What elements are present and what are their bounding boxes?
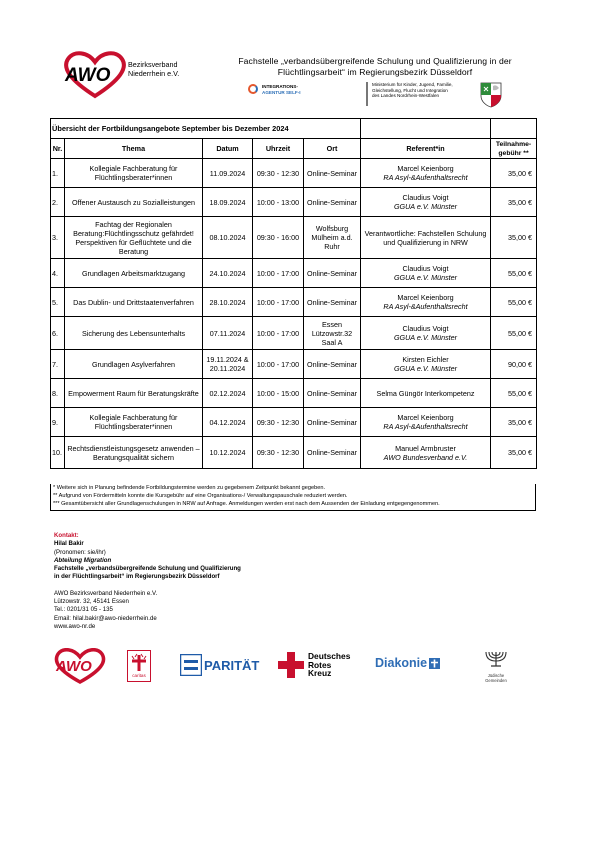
diakonie-cross-icon — [429, 658, 440, 669]
integration-agency-logo — [262, 84, 301, 96]
cell-referent — [361, 350, 491, 379]
cell-gebuehr: 55,00 € — [491, 259, 537, 288]
page-title — [210, 56, 540, 78]
awo-footer-text: AWO — [56, 658, 92, 675]
cell-datum: 11.09.2024 — [203, 159, 253, 188]
red-cross-icon — [278, 652, 304, 678]
contact-department: Abteilung Migration — [54, 556, 112, 564]
cell-ort: Online-Seminar — [304, 437, 361, 469]
title-line: Fachstelle „verbandsübergreifende Schulung und Qualifizierung in der — [238, 56, 512, 66]
contact-unit: in der Flüchtlingsarbeit“ im Regierungsbezirk Düsseldorf — [54, 573, 220, 581]
referent-name: Manuel Armbruster — [395, 443, 456, 453]
cell-uhrzeit: 09:30 - 12:30 — [253, 437, 304, 469]
cell-gebuehr: 90,00 € — [491, 350, 537, 379]
cell-referent — [361, 437, 491, 469]
ministry-line: des Landes Nordrhein-Westfalen — [372, 93, 440, 99]
cell-uhrzeit: 10:00 - 17:00 — [253, 288, 304, 317]
referent-org: AWO Bundesverband e.V. — [383, 452, 468, 462]
cell-gebuehr: 55,00 € — [491, 317, 537, 350]
cell-thema: Grundlagen Asylverfahren — [65, 350, 203, 379]
referent-org: RA Asyl-&Aufenthaltsrecht — [383, 422, 468, 431]
cell-uhrzeit: 10:00 - 17:00 — [253, 259, 304, 288]
cell-uhrzeit: 10:00 - 13:00 — [253, 188, 304, 217]
referent-name: Claudius Voigt — [402, 324, 449, 333]
drk-line: Deutsches — [308, 651, 351, 662]
ministry-line: Ministerium für Kinder, Jugend, Familie, — [372, 82, 453, 87]
cell-datum: 08.10.2024 — [203, 217, 253, 259]
contact-web-link[interactable]: www.awo-nr.de — [54, 622, 96, 630]
juedische-gemeinden-logo — [478, 648, 514, 683]
awo-logo — [60, 50, 130, 100]
cell-datum: 10.12.2024 — [203, 437, 253, 469]
table-row — [51, 379, 537, 408]
column-header-ort: Ort — [304, 139, 361, 159]
table-caption-row — [51, 119, 537, 139]
cell-thema: Empowerment Raum für Beratungskräfte — [65, 379, 203, 408]
table-row — [51, 317, 537, 350]
cell-nr: 3. — [51, 217, 65, 259]
cell-referent — [361, 259, 491, 288]
table-row — [51, 437, 537, 469]
contact-unit: Fachstelle „verbandsübergreifende Schulung und Qualifizierung — [54, 565, 241, 573]
cell-datum: 07.11.2024 — [203, 317, 253, 350]
empty-cell — [361, 119, 491, 139]
awo-logo-text: AWO — [65, 65, 111, 86]
cell-ort: Online-Seminar — [304, 379, 361, 408]
cell-thema: Offener Austausch zu Sozialleistungen — [65, 188, 203, 217]
cell-thema: Fachtag der Regionalen Beratung:Flüchtlingsschutz gefährdet! Perspektiven für Geflüchtete und die Beratung — [65, 217, 203, 259]
footnote: * Weitere sich in Planung befindende Fortbildungstermine werden zu gegebenem Zeitpunkt bekannt gegeben. — [53, 485, 325, 491]
cell-gebuehr: 35,00 € — [491, 188, 537, 217]
column-header-uhrzeit: Uhrzeit — [253, 139, 304, 159]
empty-cell — [491, 119, 537, 139]
referent-name: Marcel Keienborg — [397, 293, 454, 302]
cell-referent — [361, 159, 491, 188]
column-header-nr: Nr. — [51, 139, 65, 159]
contact-address: Lützowstr. 32, 45141 Essen — [54, 598, 129, 606]
table-row — [51, 408, 537, 437]
integration-logo-line: AGENTUR SELF-I — [262, 90, 301, 95]
diakonie-label: Diakonie — [375, 656, 428, 670]
referent-org: GGUA e.V. Münster — [393, 202, 458, 211]
ministry-line: Gleichstellung, Flucht und Integration — [372, 87, 448, 93]
cell-referent — [361, 408, 491, 437]
cell-nr: 10. — [51, 437, 65, 469]
column-header-datum: Datum — [203, 139, 253, 159]
referent-name: Marcel Keienborg — [397, 164, 454, 173]
cell-gebuehr: 35,00 € — [491, 437, 537, 469]
footnote: *** Gesamtübersicht aller Grundlagenschulungen in NRW auf Anfrage. Anmeldungen werden erst nach dem Aussenden der Einladung entgegengenommen. — [53, 501, 440, 508]
referent-org: GGUA e.V. Münster — [393, 273, 458, 282]
cell-uhrzeit: 09:30 - 12:30 — [253, 159, 304, 188]
cell-nr: 2. — [51, 188, 65, 217]
referent-name: Marcel Keienborg — [397, 413, 454, 422]
cell-ort: Online-Seminar — [304, 188, 361, 217]
cell-thema: Das Dublin- und Drittstaatenverfahren — [65, 288, 203, 317]
cell-referent — [361, 188, 491, 217]
referent-org: RA Asyl-&Aufenthaltsrecht — [383, 302, 468, 311]
cell-ort: Online-Seminar — [304, 259, 361, 288]
paritaet-logo — [180, 654, 259, 676]
cell-datum: 28.10.2024 — [203, 288, 253, 317]
cell-gebuehr: 35,00 € — [491, 159, 537, 188]
cell-nr: 4. — [51, 259, 65, 288]
cell-referent — [361, 217, 491, 259]
cell-nr: 1. — [51, 159, 65, 188]
column-header-gebuehr: Teilnahme-gebühr ** — [491, 139, 537, 159]
drk-line: Rotes — [308, 659, 332, 670]
cell-thema: Kollegiale Fachberatung für Flüchtlingsberater*innen — [65, 408, 203, 437]
cell-ort: Online-Seminar — [304, 350, 361, 379]
cell-thema: Grundlagen Arbeitsmarktzugang — [65, 259, 203, 288]
referent-name: Claudius Voigt — [402, 193, 449, 202]
table-row — [51, 159, 537, 188]
cell-datum: 24.10.2024 — [203, 259, 253, 288]
cell-datum: 18.09.2024 — [203, 188, 253, 217]
diakonie-logo — [375, 656, 440, 670]
cell-gebuehr: 35,00 € — [491, 408, 537, 437]
caritas-flame-icon — [128, 653, 150, 673]
cell-uhrzeit: 09:30 - 16:00 — [253, 217, 304, 259]
integration-logo-line: INTEGRATIONS- — [262, 84, 298, 89]
cell-referent — [361, 379, 491, 408]
referent-org: RA Asyl-&Aufenthaltsrecht — [383, 173, 468, 182]
cell-datum: 02.12.2024 — [203, 379, 253, 408]
table-header-row — [51, 139, 537, 159]
caritas-logo — [127, 650, 151, 682]
contact-name: Hilal Bakir — [54, 540, 84, 548]
column-header-referent: Referent*in — [361, 139, 491, 159]
awo-subtitle-line: Niederrhein e.V. — [128, 69, 180, 78]
referent-name: Verantwortliche: Fachstellen Schulung und Qualifizierung in NRW — [364, 228, 487, 247]
cell-nr: 6. — [51, 317, 65, 350]
title-line: Flüchtlingsarbeit“ im Regierungsbezirk Düsseldorf — [277, 67, 473, 77]
cell-referent — [361, 317, 491, 350]
table-row — [51, 217, 537, 259]
paritaet-equals-icon — [180, 654, 202, 676]
cell-gebuehr: 55,00 € — [491, 288, 537, 317]
contact-block — [54, 532, 241, 631]
judische-line: Gemeinden — [485, 678, 507, 683]
cell-ort: Online-Seminar — [304, 408, 361, 437]
awo-footer-logo — [52, 648, 108, 684]
awo-logo-subtitle — [128, 60, 179, 78]
cell-ort: Online-Seminar — [304, 159, 361, 188]
contact-org: AWO Bezirksverband Niederrhein e.V. — [54, 589, 158, 597]
drk-line: Kreuz — [308, 668, 332, 679]
referent-org: GGUA e.V. Münster — [393, 333, 458, 342]
cell-nr: 7. — [51, 350, 65, 379]
drk-logo — [278, 652, 350, 678]
column-header-thema: Thema — [65, 139, 203, 159]
footnotes — [50, 484, 536, 511]
nrw-crest-icon — [480, 82, 502, 108]
schedule-table — [50, 118, 537, 469]
footnote: ** Aufgrund von Fördermitteln konnte die Kursgebühr auf eine Organisations-/ Verwaltungspauschale reduziert werden. — [53, 493, 348, 500]
referent-name: Selma Güngör Interkompetenz — [376, 388, 475, 398]
cell-thema: Sicherung des Lebensunterhalts — [65, 317, 203, 350]
cell-gebuehr: 55,00 € — [491, 379, 537, 408]
contact-heading: Kontakt: — [54, 532, 79, 539]
referent-name: Claudius Voigt — [402, 264, 449, 273]
awo-subtitle-line: Bezirksverband — [128, 60, 178, 69]
referent-org: GGUA e.V. Münster — [393, 364, 458, 373]
table-row — [51, 188, 537, 217]
cell-thema: Kollegiale Fachberatung für Flüchtlingsberater*innen — [65, 159, 203, 188]
cell-nr: 5. — [51, 288, 65, 317]
referent-name: Kirsten Eichler — [402, 355, 449, 364]
cell-uhrzeit: 10:00 - 15:00 — [253, 379, 304, 408]
cell-datum: 04.12.2024 — [203, 408, 253, 437]
menorah-icon — [483, 648, 509, 668]
table-row — [51, 350, 537, 379]
ministry-logo — [372, 82, 482, 99]
cell-uhrzeit: 10:00 - 17:00 — [253, 317, 304, 350]
judische-line: Jüdische — [487, 673, 505, 678]
cell-thema: Rechtsdienstleistungsgesetz anwenden – Beratungsqualität sichern — [65, 437, 203, 469]
cell-nr: 9. — [51, 408, 65, 437]
cell-uhrzeit: 10:00 - 17:00 — [253, 350, 304, 379]
cell-ort: Online-Seminar — [304, 288, 361, 317]
cell-datum: 19.11.2024 & 20.11.2024 — [203, 350, 253, 379]
paritaet-label: PARITÄT — [204, 657, 260, 673]
cell-uhrzeit: 09:30 - 12:30 — [253, 408, 304, 437]
table-caption: Übersicht der Fortbildungsangebote September bis Dezember 2024 — [51, 119, 361, 139]
contact-email[interactable]: Email: hilal.bakir@awo-niederrhein.de — [54, 614, 157, 622]
contact-phone: Tel.: 0201/31 05 - 135 — [54, 606, 113, 614]
cell-referent — [361, 288, 491, 317]
caritas-label: caritas — [132, 673, 146, 678]
cell-ort: Wolfsburg Mülheim a.d. Ruhr — [304, 217, 361, 259]
integration-ring-icon — [248, 84, 258, 94]
cell-gebuehr: 35,00 € — [491, 217, 537, 259]
table-row — [51, 288, 537, 317]
cell-ort: Essen Lützowstr.32 Saal A — [304, 317, 361, 350]
contact-pronouns: (Pronomen: sie/ihr) — [54, 548, 106, 556]
cell-nr: 8. — [51, 379, 65, 408]
table-row — [51, 259, 537, 288]
ministry-divider — [366, 82, 368, 106]
